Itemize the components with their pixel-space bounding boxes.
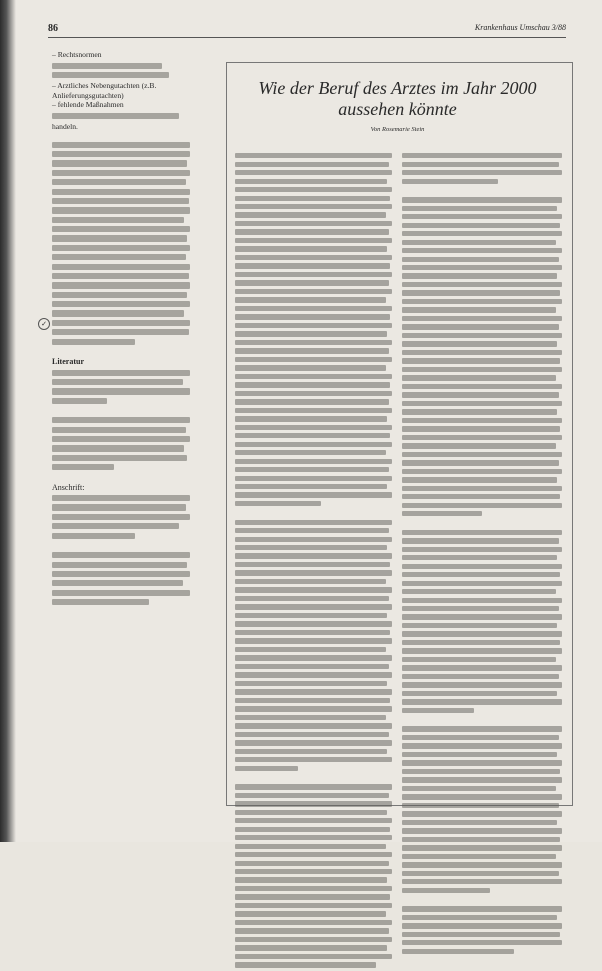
journal-name: Krankenhaus Umschau 3/88 <box>474 23 566 32</box>
margin-mark-icon: ✓ <box>38 318 50 330</box>
list-item: – Arztliches Nebengutachten (z.B. Anlieferungsgutachten) <box>52 81 157 100</box>
article-right-column <box>402 150 562 957</box>
addresses-heading: Anschrift: <box>52 482 85 492</box>
list-item: – Rechtsnormen <box>52 50 102 59</box>
page-number: 86 <box>48 23 58 34</box>
literature-heading: Literatur <box>52 356 84 366</box>
article-byline: Von Rosemarie Stein <box>370 126 425 133</box>
list-item: – fehlende Maßnahmen <box>52 100 124 110</box>
article-middle-column <box>235 150 392 971</box>
article-title: Wie der Beruf des Arztes im Jahr 2000 aussehen könnte <box>258 78 537 119</box>
list-tail: handeln. <box>52 122 78 132</box>
left-column <box>52 50 190 608</box>
running-header <box>48 23 566 38</box>
